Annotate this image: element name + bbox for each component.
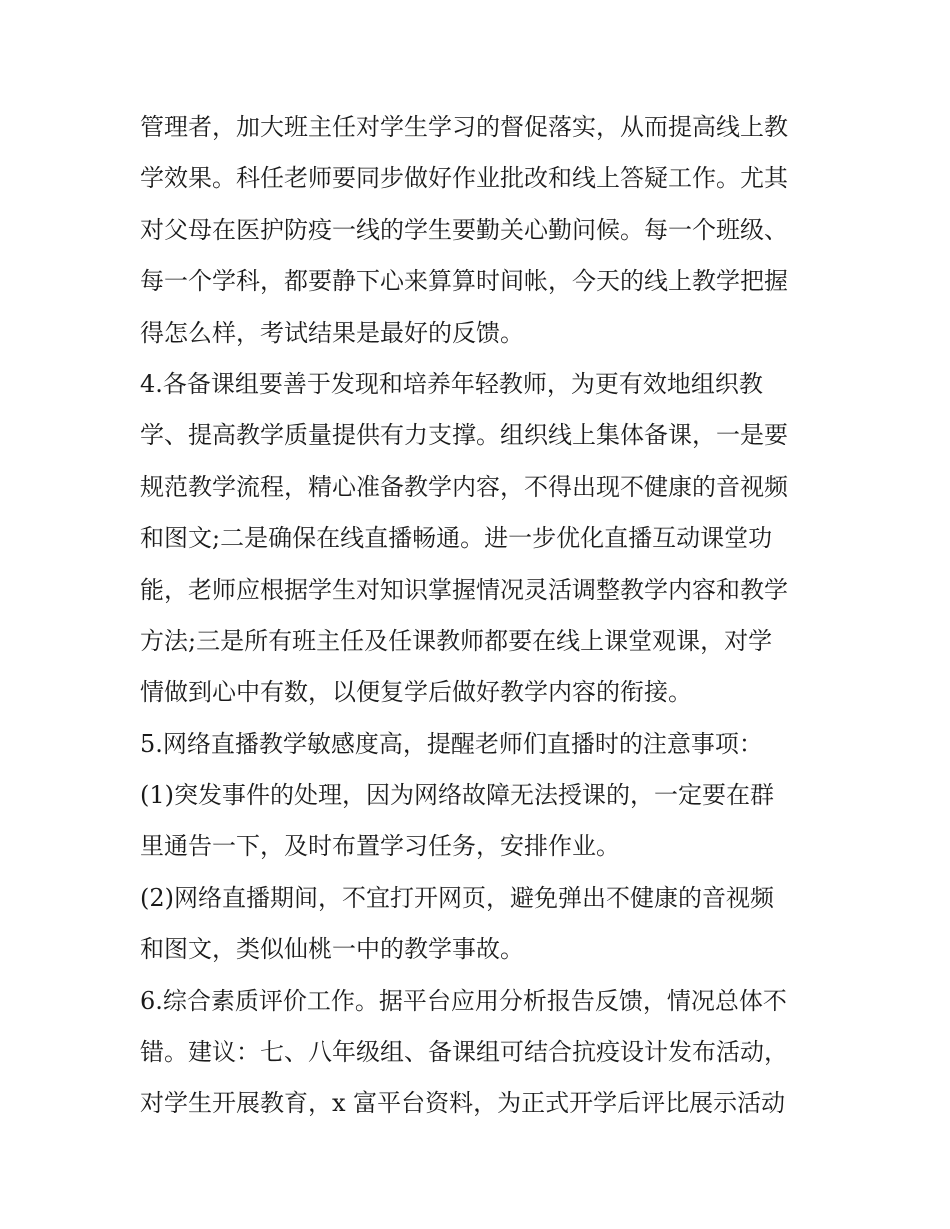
text-line: 得怎么样，考试结果是最好的反馈。: [140, 318, 524, 347]
text-line: (1)突发事件的处理，因为网络故障无法授课的，一定要在群: [140, 781, 774, 810]
text-line: 对学生开展教育，x 富平台资料，为正式开学后评比展示活动: [140, 1089, 786, 1118]
text-line: 管理者，加大班主任对学生学习的督促落实，从而提高线上教: [140, 113, 788, 141]
text-line: 错。建议：七、八年级组、备课组可结合抗疫设计发布活动，: [140, 1038, 788, 1067]
text-line: 6.综合素质评价工作。据平台应用分析报告反馈，情况总体不: [140, 986, 787, 1015]
text-line: 学、提高教学质量提供有力支撑。组织线上集体备课，一是要: [140, 421, 788, 450]
text-line: 方法;三是所有班主任及任课教师都要在线上课堂观课，对学: [140, 626, 773, 655]
text-line: 学效果。科任老师要同步做好作业批改和线上答疑工作。尤其: [140, 164, 788, 193]
text-line: 和图文;二是确保在线直播畅通。进一步优化直播互动课堂功: [140, 524, 773, 553]
text-line: 能，老师应根据学生对知识掌握情况灵活调整教学内容和教学: [140, 575, 788, 604]
text-line: 情做到心中有数，以便复学后做好教学内容的衔接。: [140, 678, 692, 707]
text-line: (2)网络直播期间，不宜打开网页，避免弹出不健康的音视频: [140, 883, 774, 912]
text-line: 4.各备课组要善于发现和培养年轻教师，为更有效地组织教: [140, 369, 763, 398]
text-line: 和图文，类似仙桃一中的教学事故。: [140, 935, 524, 964]
text-line: 每一个学科，都要静下心来算算时间帐，今天的线上教学把握: [140, 267, 788, 296]
text-line: 里通告一下，及时布置学习任务，安排作业。: [140, 832, 620, 861]
document-body: [140, 102, 820, 1130]
text-line: 规范教学流程，精心准备教学内容，不得出现不健康的音视频: [140, 472, 788, 501]
text-line: 5.网络直播教学敏感度高，提醒老师们直播时的注意事项：: [140, 729, 763, 758]
text-line: 对父母在医护防疫一线的学生要勤关心勤问候。每一个班级、: [140, 215, 788, 244]
